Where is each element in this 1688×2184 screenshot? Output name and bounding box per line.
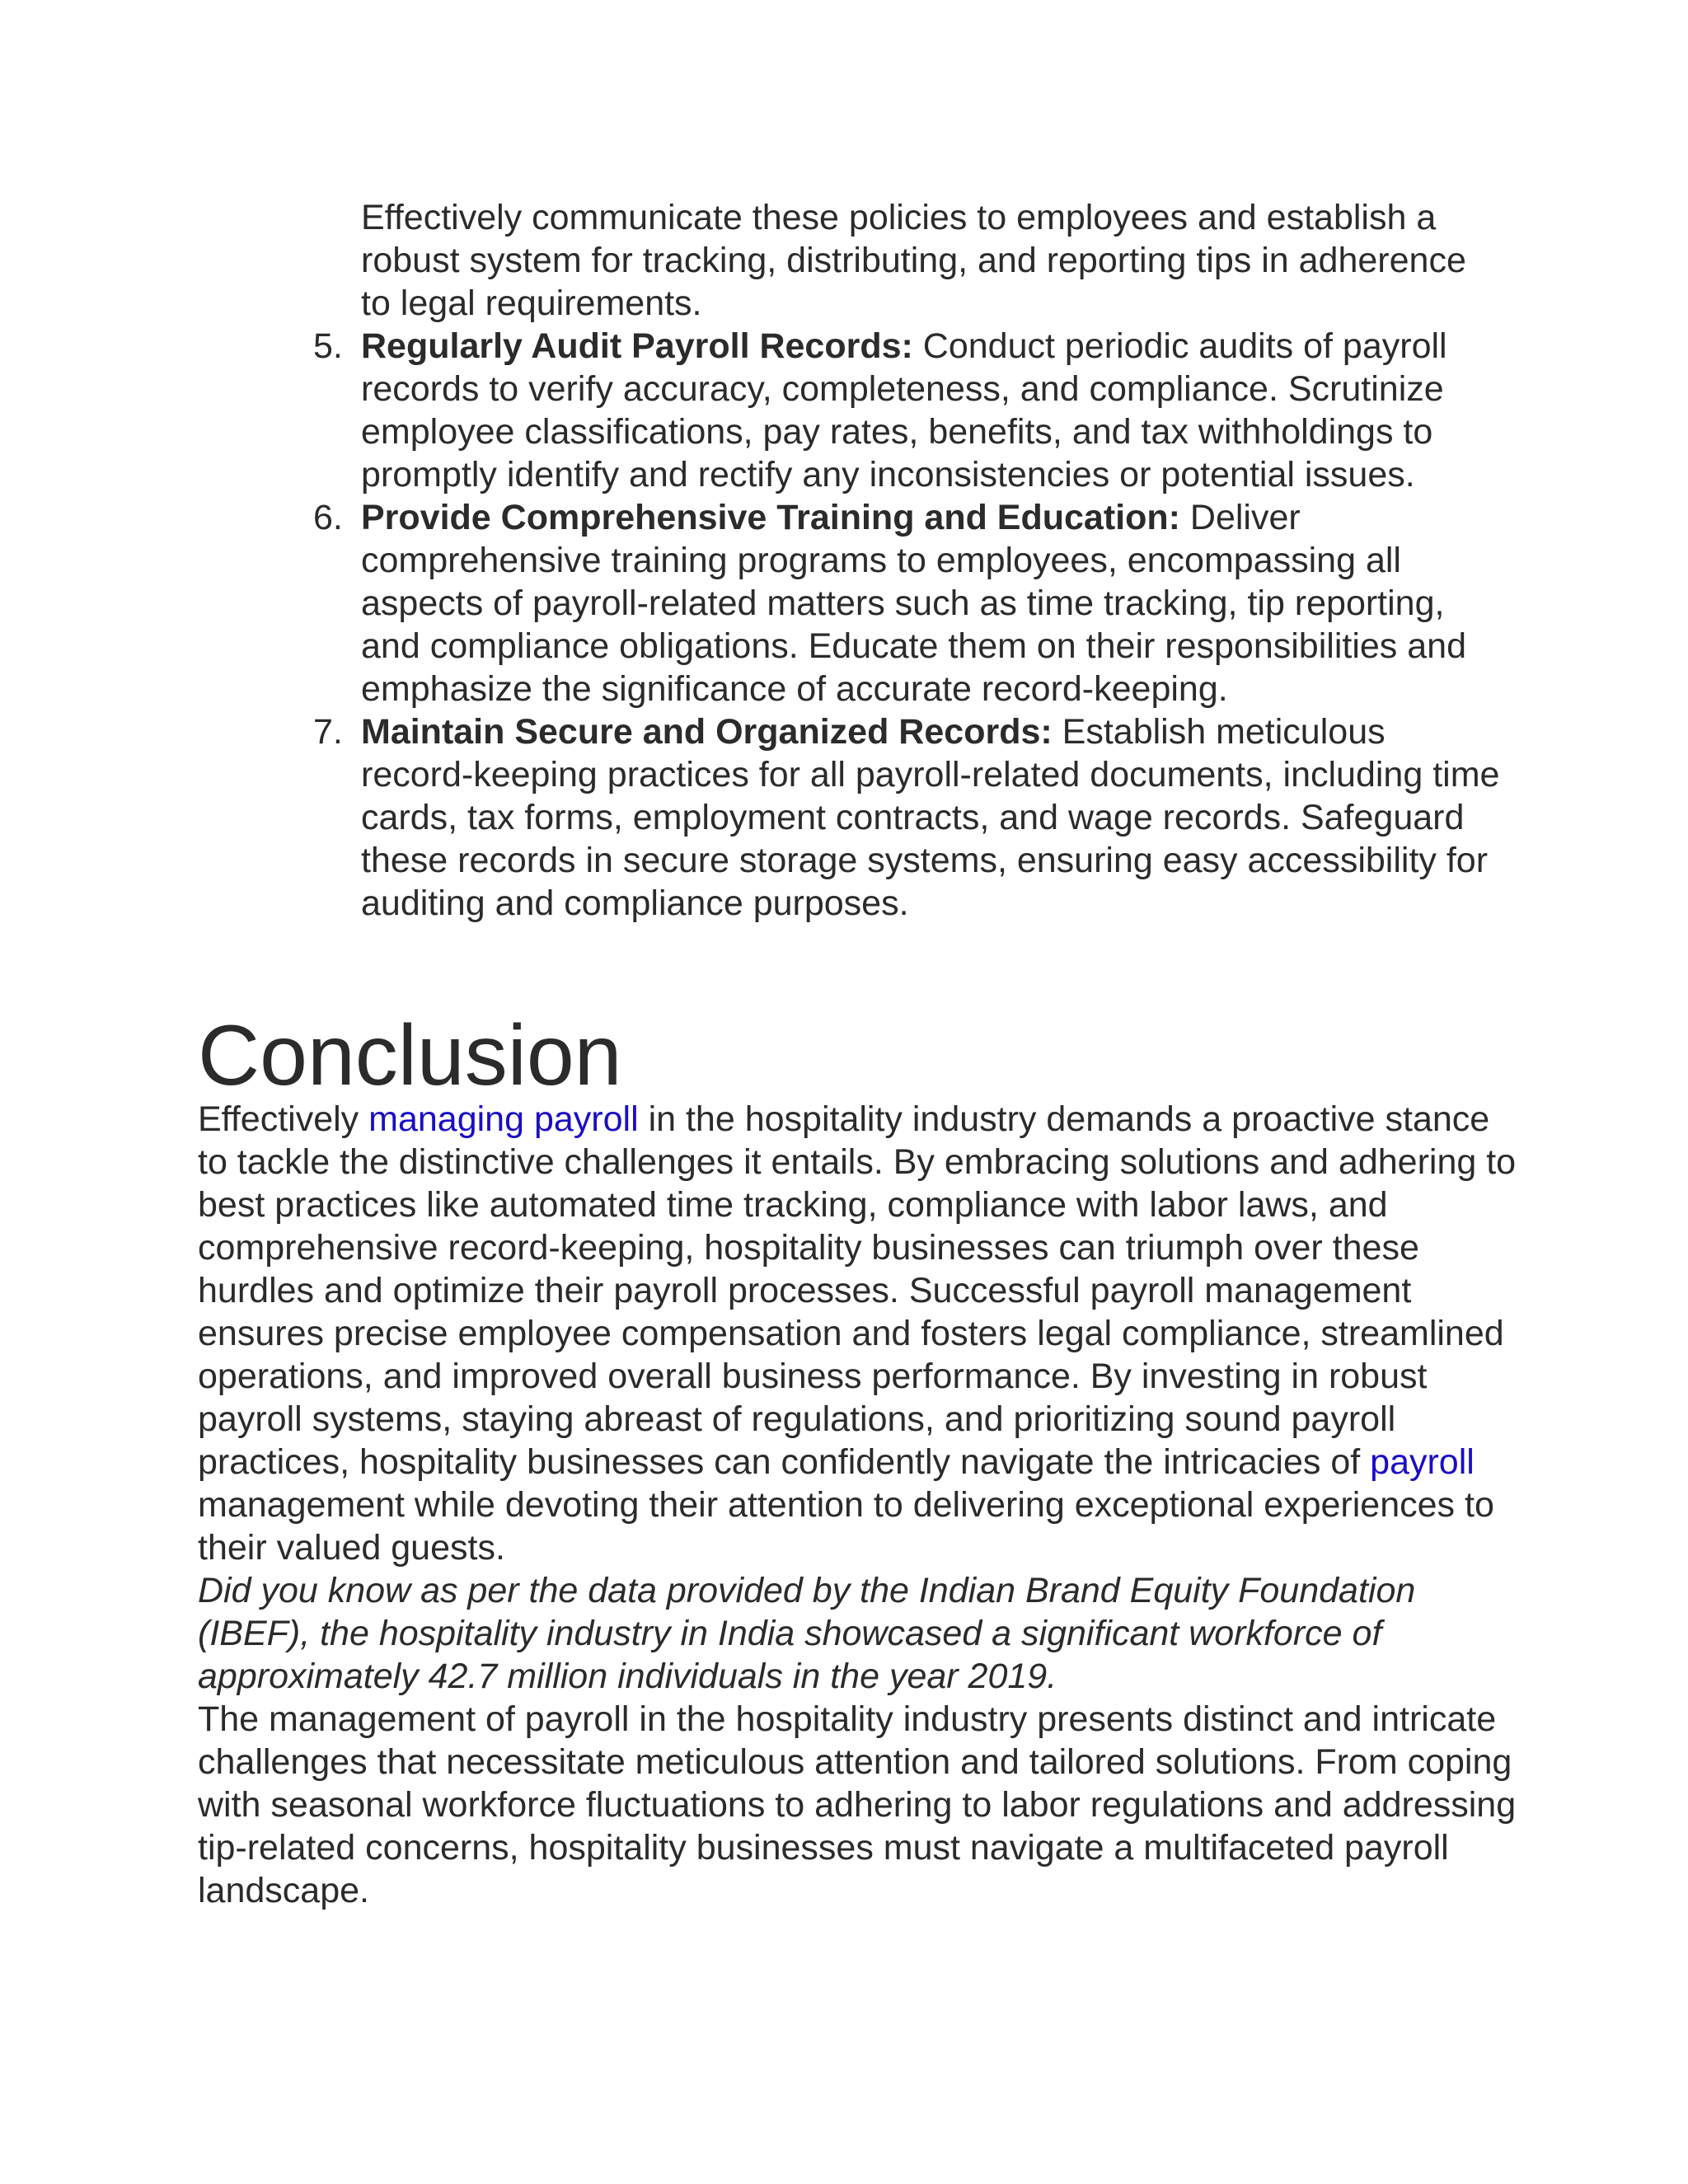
list-item-title: Maintain Secure and Organized Records:	[361, 712, 1053, 752]
list-item-title: Provide Comprehensive Training and Education:	[361, 498, 1180, 537]
best-practices-list	[295, 325, 1507, 925]
list-item-number: 7.	[313, 712, 343, 752]
list-item-text: Deliver comprehensive training programs to employees, encompassing all aspects of payroll-related matters such as time tracking, tip reporting, and compliance obligations. Educate them on their responsibilities and emphasize the significance of accurate record-keeping.	[361, 498, 1466, 709]
list-item-continuation	[361, 196, 1498, 325]
payroll-link[interactable]: payroll	[1370, 1442, 1475, 1482]
list-item-text: Establish meticulous record-keeping practices for all payroll-related documents, including time cards, tax forms, employment contracts, and wage records. Safeguard these records in secure storage systems, ensuring easy accessibility for auditing and compliance purposes.	[361, 712, 1500, 923]
conclusion-paragraph-text: management while devoting their attention to delivering exceptional experiences to their valued guests.	[198, 1485, 1494, 1568]
managing-payroll-link[interactable]: managing payroll	[368, 1099, 639, 1139]
conclusion-paragraph-text: in the hospitality industry demands a proactive stance to tackle the distinctive challenges it entails. By embracing solutions and adhering to best practices like automated time tracking, compliance with labor laws, and comprehensive record-keeping, hospitality businesses can triumph over these hurdles and optimize their payroll processes. Successful payroll management ensures precise employee compensation and fosters legal compliance, streamlined operations, and improved overall business performance. By investing in robust payroll systems, staying abreast of regulations, and prioritizing sound payroll practices, hospitality businesses can confidently navigate the intricacies of	[198, 1099, 1517, 1482]
list-item-number: 6.	[313, 498, 343, 537]
list-item-title: Regularly Audit Payroll Records:	[361, 326, 913, 366]
conclusion-heading: Conclusion	[198, 1008, 622, 1104]
list-item	[295, 496, 1507, 710]
list-item-continuation-text: Effectively communicate these policies to employees and establish a robust system for tracking, distributing, and reporting tips in adherence to legal requirements.	[361, 198, 1466, 323]
summary-paragraph: The management of payroll in the hospitality industry presents distinct and intricate challenges that necessitate meticulous attention and tailored solutions. From coping with seasonal workforce fluctuations to adhering to labor regulations and addressing tip-related concerns, hospitality businesses must navigate a multifaceted payroll landscape.	[198, 1699, 1517, 1910]
list-item-text: Conduct periodic audits of payroll records to verify accuracy, completeness, and compliance. Scrutinize employee classifications, pay rates, benefits, and tax withholdings to promptly identify and rectify any inconsistencies or potential issues.	[361, 326, 1447, 494]
list-item-number: 5.	[313, 326, 343, 366]
ibef-fact-paragraph: Did you know as per the data provided by the Indian Brand Equity Foundation (IBEF), the hospitality industry in India showcased a significant workforce of approximately 42.7 million individuals in the year 2019.	[198, 1571, 1416, 1696]
list-item	[295, 325, 1507, 496]
list-item	[295, 710, 1507, 925]
conclusion-paragraph-text: Effectively	[198, 1099, 369, 1139]
conclusion-paragraph	[198, 1098, 1517, 1569]
